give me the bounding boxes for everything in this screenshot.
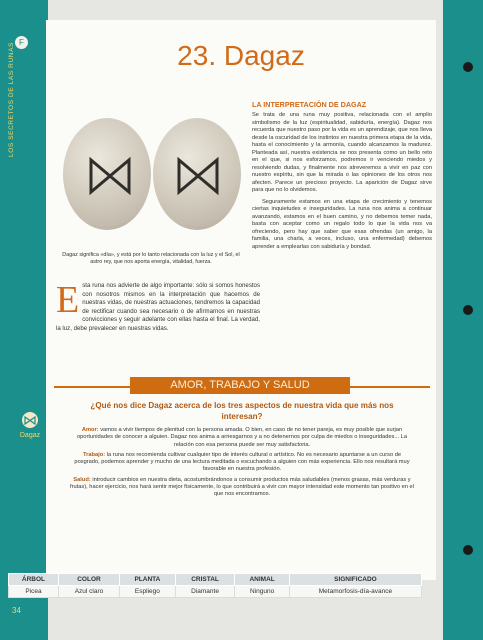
table-header: ÁRBOL: [9, 574, 59, 586]
table-cell: Espliego: [120, 586, 176, 598]
salud-label: Salud:: [73, 476, 91, 483]
table-header: SIGNIFICADO: [289, 574, 421, 586]
salud-text: introducir cambios en nuestra dieta, acostumbrándonos a consumir productos más saludables (menos grasas, más verduras y frutas), hacer ejercicio, nos hará sentir mejor físicamente, lo que contribuirá a vivir con mayor intensidad este momento tan positivo en el que nos encontramos.: [70, 476, 414, 498]
amor-text: vamos a vivir tiempos de plenitud con la persona amada. O bien, en caso de no tener pareja, es muy posible que surjan oportunidades de conocer a alguien. Dagaz nos anima a arriesgarnos y a no detenernos por culpa de miedos o inseguridades... La relación con esa persona puede ser muy satisfactoria.: [76, 427, 408, 448]
rune-stones-image: [53, 100, 248, 250]
interpretation-paragraph: Se trata de una runa muy positiva, relacionada con el amplio simbolismo de la luz (espiritualidad, sabiduría, energía). Dagaz nos recuerda que nuestro paso por la vida es un aprendizaje, que nos lleva desde la oscuridad de los instintos en nuestra primera etapa de la vida, hasta el conocimiento y la armonía, cuando alcanzamos la madurez. Planteada así, nuestra existencia se nos presenta como un bello reto en el que, si nos esforzamos, podremos ir venciendo miedos y resolviendo dudas, y finalmente nos atreveremos a vivir en paz con nuestro espíritu, sin que la mirada o las opiniones de los otros nos afecten. Parece un precioso proyecto. La aparición de Dagaz sirve para que no lo olvidemos.: [252, 112, 432, 193]
table-header: CRISTAL: [175, 574, 235, 586]
table-header-row: [9, 574, 422, 586]
salud-paragraph: [70, 477, 414, 499]
table-cell: Metamorfosis-día-avance: [289, 586, 421, 598]
table-cell: Azul claro: [58, 586, 119, 598]
correspondence-table: [8, 573, 422, 598]
right-border: [443, 0, 483, 640]
sidebar-badge: F: [15, 36, 28, 49]
dagaz-rune-icon: [22, 412, 38, 428]
drop-cap: E: [56, 279, 80, 321]
trabajo-paragraph: [70, 452, 414, 474]
banner-rule: [54, 386, 130, 388]
content-page: [46, 20, 436, 580]
aspects-body: [70, 427, 414, 502]
table-cell: Ninguno: [235, 586, 289, 598]
left-sidebar: [0, 0, 48, 640]
trabajo-label: Trabajo:: [82, 451, 106, 458]
sidebar-title: LOS SECRETOS DE LAS RUNAS: [8, 42, 15, 158]
page-title: 23. Dagaz: [177, 40, 305, 71]
binder-hole: [463, 545, 473, 555]
binder-hole: [463, 305, 473, 315]
intro-paragraph: [56, 279, 260, 333]
table-cell: Diamante: [175, 586, 235, 598]
interpretation-column: [252, 100, 432, 255]
interpretation-paragraph: Seguramente estamos en una etapa de crecimiento y tenemos ciertas inquietudes e inseguridades. La runa nos anima a continuar avanzando, estamos en el buen camino, y no debemos temer nada, basta con aceptar como un regalo todo lo que la vida nos va ofreciendo, pero hay que saber que esas ofrendas (un amigo, la familia, una charla, a veces, incluso, una enfermedad) debemos aprender a emplearlas con sabiduría y bondad.: [252, 198, 432, 250]
banner-rule: [350, 386, 430, 388]
intro-text: sta runa nos advierte de algo importante: sólo si somos honestos con nosotros mismos en la interpretación que hacemos de nuestras vidas, de nuestras actuaciones, tendremos la capacidad de rectificar cuando sea necesario o de afirmarnos en nuestras convicciones y seguir adelante con ellas hasta el final. La verdad, la luz, debe prevalecer en nuestras vidas.: [56, 282, 260, 332]
aspects-question: ¿Qué nos dice Dagaz acerca de los tres aspectos de nuestra vida que más nos interesan?: [90, 401, 394, 421]
section-heading: LA INTERPRETACIÓN DE DAGAZ: [252, 100, 367, 109]
dagaz-tab: [12, 408, 48, 444]
table-row: [9, 586, 422, 598]
amor-paragraph: [70, 427, 414, 449]
trabajo-text: la runa nos recomienda cultivar cualquier tipo de interés cultural o artístico. No es necesario apuntarse a un curso de posgrado, podemos aprender y mucho de una lectura meditada o escuchando a alguien con más experiencia. Ello nos resultará muy favorable en nuestra profesión.: [74, 451, 410, 473]
table-header: COLOR: [58, 574, 119, 586]
dagaz-rune-symbols: [53, 100, 248, 250]
page-number: 34: [12, 606, 21, 615]
amor-label: Amor:: [81, 427, 99, 433]
binder-hole: [463, 62, 473, 72]
table-header: ANIMAL: [235, 574, 289, 586]
table-cell: Picea: [9, 586, 59, 598]
aspects-banner: AMOR, TRABAJO Y SALUD: [130, 377, 350, 394]
image-caption: Dagaz significa «día», y está por lo tanto relacionada con la luz y el Sol, el astro rey, que nos aporta energía, vitalidad, fuerza.: [62, 252, 240, 265]
table-header: PLANTA: [120, 574, 176, 586]
dagaz-tab-label: Dagaz: [19, 432, 41, 439]
